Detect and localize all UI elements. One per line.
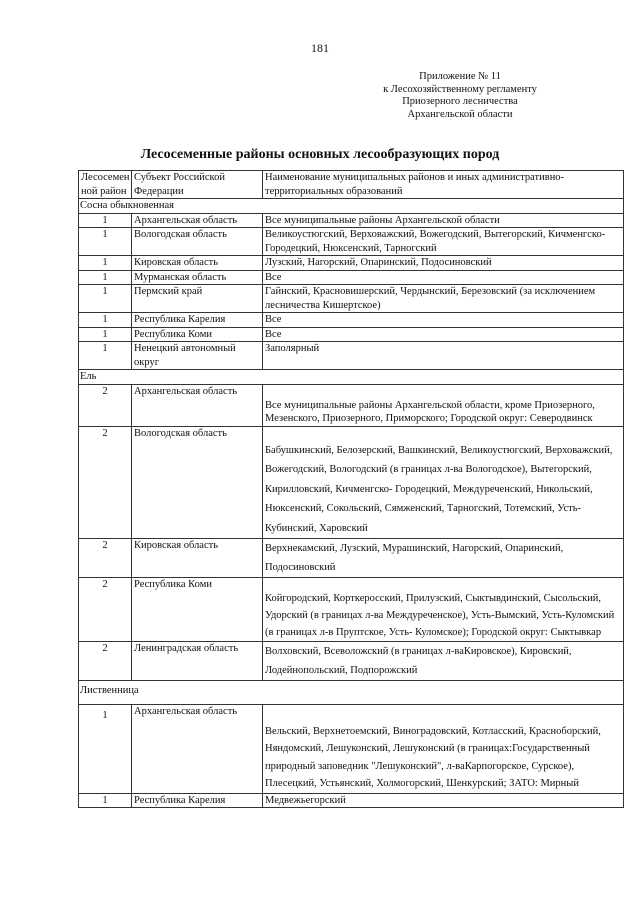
municipalities: Заполярный [263, 342, 624, 370]
district-number: 1 [79, 256, 132, 271]
species-row [79, 370, 624, 385]
subject-name: Кировская область [132, 256, 263, 271]
subject-name: Мурманская область [132, 270, 263, 285]
district-number: 1 [79, 327, 132, 342]
district-number: 2 [79, 426, 132, 539]
table-row [79, 642, 624, 681]
municipalities: Гайнский, Красновишерский, Чердынский, Березовский (за исключением лесничества Кишертское) [263, 285, 624, 313]
municipalities: Все [263, 313, 624, 328]
species-name: Лиственница [79, 681, 624, 705]
table-row [79, 285, 624, 313]
subject-name: Архангельская область [132, 384, 263, 426]
appendix-line: Архангельской области [407, 108, 513, 120]
page-number: 181 [311, 41, 329, 55]
municipalities: Все [263, 270, 624, 285]
municipalities: Верхнекамский, Лузский, Мурашинский, Нагорский, Опаринский, Подосиновский [263, 539, 624, 578]
district-number: 1 [79, 213, 132, 228]
subject-name: Кировская область [132, 539, 263, 578]
subject-name: Ненецкий автономный округ [132, 342, 263, 370]
district-number: 1 [79, 270, 132, 285]
district-number: 1 [79, 313, 132, 328]
subject-name: Республика Карелия [132, 793, 263, 808]
municipalities: Великоустюгский, Верховажский, Вожегодский, Вытегорский, Кичменгско-Городецкий, Нюксенский, Тарногский [263, 228, 624, 256]
municipalities: Все муниципальные районы Архангельской области [263, 213, 624, 228]
district-number: 1 [79, 285, 132, 313]
header-subject: Субъект Российской Федерации [132, 171, 263, 199]
table-row [79, 578, 624, 642]
subject-name: Республика Коми [132, 327, 263, 342]
appendix-line: к Лесохозяйственному регламенту [383, 83, 537, 95]
district-number: 1 [79, 228, 132, 256]
subject-name: Республика Карелия [132, 313, 263, 328]
subject-name: Вологодская область [132, 228, 263, 256]
district-number: 1 [79, 793, 132, 808]
subject-name: Ленинградская область [132, 642, 263, 681]
table-row [79, 793, 624, 808]
table-header-row [79, 171, 624, 199]
header-municipalities: Наименование муниципальных районов и иных административно-территориальных образований [263, 171, 624, 199]
district-number: 2 [79, 384, 132, 426]
appendix-note [340, 71, 580, 121]
species-name: Сосна обыкновенная [79, 199, 624, 214]
table-row [79, 539, 624, 578]
municipalities: Все [263, 327, 624, 342]
municipalities: Лузский, Нагорский, Опаринский, Подосиновский [263, 256, 624, 271]
district-number: 2 [79, 539, 132, 578]
subject-name: Архангельская область [132, 704, 263, 793]
district-number: 1 [79, 704, 132, 793]
table-row [79, 213, 624, 228]
table-row [79, 426, 624, 539]
subject-name: Архангельская область [132, 213, 263, 228]
appendix-line: Приозерного лесничества [402, 96, 518, 107]
table-row [79, 327, 624, 342]
species-row [79, 199, 624, 214]
table-row [79, 313, 624, 328]
municipalities: Вельский, Верхнетоемский, Виноградовский, Котласский, Красноборский, Няндомский, Лешуконский, Лешуконский (в границах:Государственный природный заповедник "Лешуконский", л-ваКарпогорское, Сурское), Плесецкий, Устьянский, Холмогорский, Шенкурский; ЗАТО: Мирный [263, 704, 624, 793]
appendix-line: Приложение № 11 [419, 71, 501, 82]
table-row [79, 704, 624, 793]
municipalities: Волховский, Всеволожский (в границах л-ваКировское), Кировский, Лодейнопольский, Подпорожский [263, 642, 624, 681]
district-number: 2 [79, 642, 132, 681]
subject-name: Республика Коми [132, 578, 263, 642]
header-district: Лесосемен ной район [79, 171, 132, 199]
table-row [79, 384, 624, 426]
table-row [79, 228, 624, 256]
municipalities: Все муниципальные районы Архангельской области, кроме Приозерного, Мезенского, Приозерного, Приморского; Городской округ: Северодвинск [263, 384, 624, 426]
subject-name: Пермский край [132, 285, 263, 313]
municipalities: Медвежьегорский [263, 793, 624, 808]
district-number: 1 [79, 342, 132, 370]
table-row [79, 342, 624, 370]
table-row [79, 256, 624, 271]
document-title: Лесосеменные районы основных лесообразующих пород [140, 147, 500, 162]
municipalities: Койгородский, Корткеросский, Прилузский, Сыктывдинский, Сысольский, Удорский (в границах л-ва Междуреченское), Усть-Вымский, Усть-Куломский (в границах л-в Пруптское, Усть- Куломское); Городской округ: Сыктывкар [263, 578, 624, 642]
species-name: Ель [79, 370, 624, 385]
district-number: 2 [79, 578, 132, 642]
municipalities: Бабушкинский, Белозерский, Вашкинский, Великоустюгский, Верховажский, Вожегодский, Вологодский (в границах л-ва Вологодское), Вытегорский, Кирилловский, Кичменгско- Городецкий, Междуреченский, Никольский, Нюксенский, Сокольский, Сямженский, Тарногский, Тотемский, Усть- Кубинский, Харовский [263, 426, 624, 539]
seed-districts-table [78, 170, 624, 808]
species-row [79, 681, 624, 705]
subject-name: Вологодская область [132, 426, 263, 539]
table-row [79, 270, 624, 285]
